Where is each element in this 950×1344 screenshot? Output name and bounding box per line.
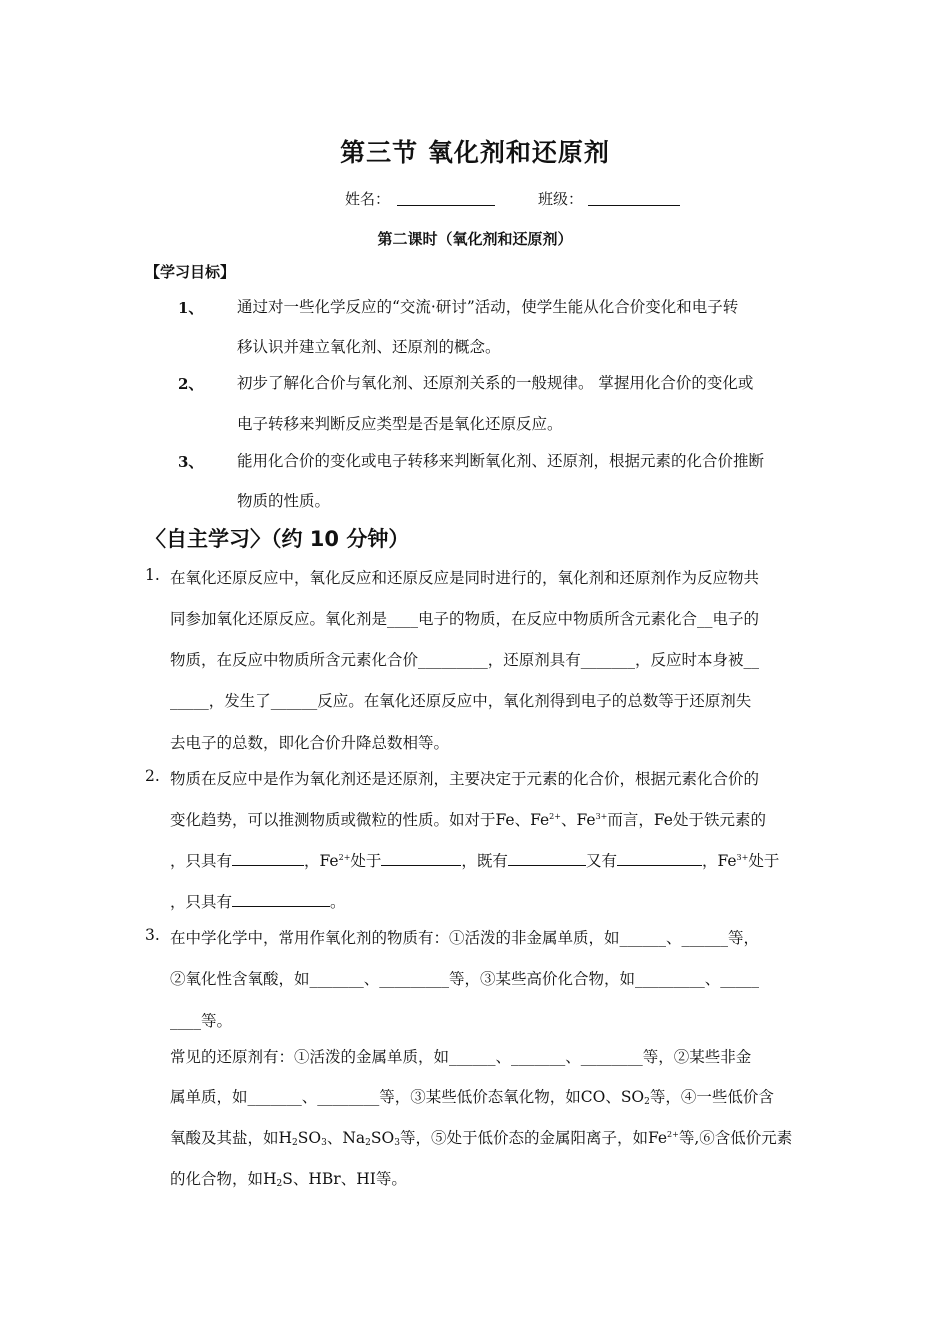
- lesson-subtitle: 第二课时（氧化剂和还原剂）: [377, 230, 573, 248]
- class-blank[interactable]: [588, 191, 680, 206]
- goal-line: 移认识并建立氧化剂、还原剂的概念。: [237, 338, 501, 356]
- question-line: 同参加氧化还原反应。氧化剂是____电子的物质，在反应中物质所含元素化合__电子的: [170, 610, 760, 628]
- goal-number: 3、: [178, 453, 204, 471]
- goal-number: 2、: [178, 375, 204, 393]
- answer-blank[interactable]: [508, 851, 586, 866]
- name-blank[interactable]: [397, 191, 495, 206]
- section-heading: 〈自主学习〉（约 10 分钟）: [145, 527, 410, 551]
- question-line: 常见的还原剂有：①活泼的金属单质，如______、_______、________等，②某些非金: [170, 1048, 752, 1066]
- question-line: 物质，在反应中物质所含元素化合价_________，还原剂具有_______，反应时本身被__: [170, 651, 760, 669]
- question-line: ____等。: [170, 1012, 233, 1030]
- class-label: 班级：: [538, 190, 584, 208]
- question-line: ，只具有 ，$Fe^{2+}$处于 ，既有 又有 ，$Fe^{3+}$处于: [170, 852, 780, 870]
- question-line: 在氧化还原反应中，氧化反应和还原反应是同时进行的，氧化剂和还原剂作为反应物共: [170, 569, 760, 587]
- question-line: 在中学化学中，常用作氧化剂的物质有：①活泼的非金属单质，如______、______等，: [170, 929, 760, 947]
- question-line: ，只具有 。: [170, 893, 346, 911]
- answer-blank[interactable]: [617, 851, 702, 866]
- question-number: 1.: [145, 566, 160, 584]
- question-line: 的化合物，如$H_2S$、HBr、HI等。: [170, 1170, 407, 1189]
- goals-heading: 【学习目标】: [145, 263, 236, 281]
- goal-line: 能用化合价的变化或电子转移来判断氧化剂、还原剂，根据元素的化合价推断: [237, 452, 765, 470]
- question-line: ②氧化性含氧酸，如_______、_________等，③某些高价化合物，如_________、_____: [170, 970, 760, 988]
- answer-blank[interactable]: [232, 851, 304, 866]
- question-number: 3.: [145, 926, 160, 944]
- question-line: 变化趋势，可以推测物质或微粒的性质。如对于Fe、$Fe^{2+}$、$Fe^{3+}$而言，Fe处于铁元素的: [170, 811, 766, 829]
- question-line: 物质在反应中是作为氧化剂还是还原剂，主要决定于元素的化合价，根据元素化合价的: [170, 770, 760, 788]
- question-line: 去电子的总数，即化合价升降总数相等。: [170, 734, 450, 752]
- question-line: _____，发生了______反应。在氧化还原反应中，氧化剂得到电子的总数等于还原剂失: [170, 692, 752, 710]
- question-line: 属单质，如_______、________等，③某些低价态氧化物，如CO、$SO_2$等，④一些低价含: [170, 1088, 774, 1107]
- question-line: 氧酸及其盐，如$H_2SO_3$、$Na_2SO_3$等，⑤处于低价态的金属阳离子，如$Fe^{2+}$等,⑥含低价元素: [170, 1129, 793, 1148]
- answer-blank[interactable]: [232, 892, 330, 907]
- page-title: 第三节 氧化剂和还原剂: [340, 138, 610, 167]
- question-number: 2.: [145, 767, 160, 785]
- goal-line: 物质的性质。: [237, 492, 331, 510]
- goal-line: 电子转移来判断反应类型是否是氧化还原反应。: [237, 415, 563, 433]
- answer-blank[interactable]: [381, 851, 461, 866]
- goal-line: 通过对一些化学反应的“交流·研讨”活动，使学生能从化合价变化和电子转: [237, 298, 739, 316]
- goal-number: 1、: [178, 299, 204, 317]
- name-label: 姓名：: [345, 190, 391, 208]
- goal-line: 初步了解化合价与氧化剂、还原剂关系的一般规律。 掌握用化合价的变化或: [237, 374, 754, 392]
